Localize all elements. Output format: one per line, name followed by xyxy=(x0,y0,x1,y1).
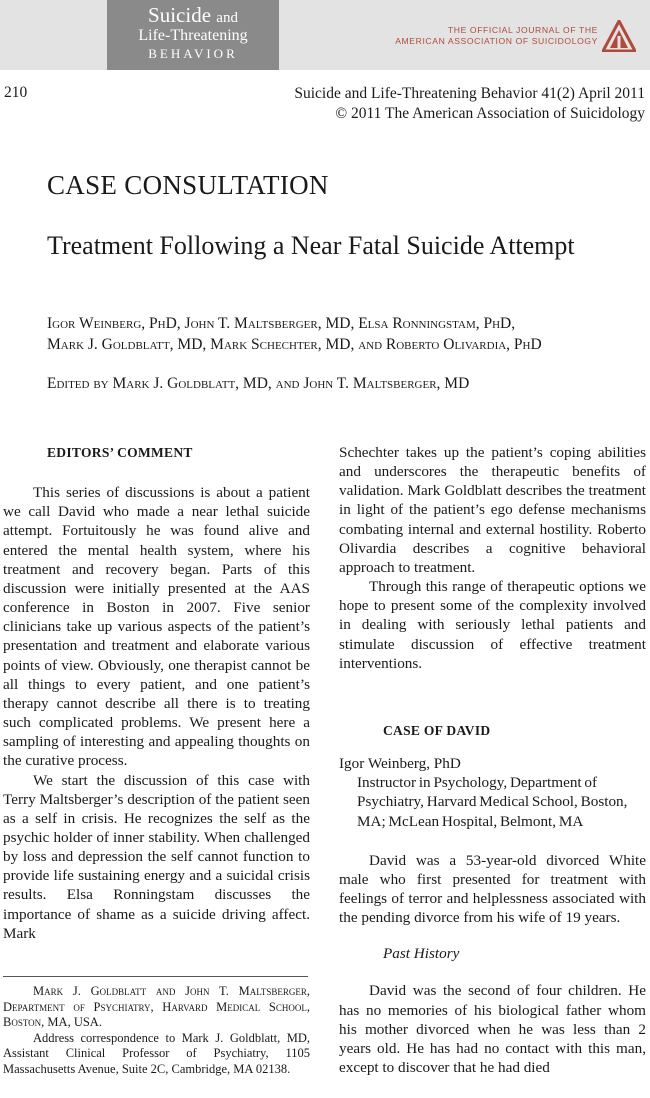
journal-citation xyxy=(294,84,645,124)
author-line-2: Mark J. Goldblatt, MD, Mark Schechter, MD, and Roberto Olivardia, PhD xyxy=(47,336,542,353)
tagline-line-1: THE OFFICIAL JOURNAL OF THE xyxy=(447,25,598,35)
case-paragraph-2: David was the second of four children. He has no memories of his biological father whom his mother divorced when he was less than 2 years old. He has had no contact with this man, except to discover that he had died xyxy=(339,982,646,1077)
logo-line-2: Life-Threatening xyxy=(138,27,248,44)
citation-line-1: Suicide and Life-Threatening Behavior 41(2) April 2011 xyxy=(294,85,645,102)
citation-line-2: © 2011 The American Association of Suicidology xyxy=(335,105,645,122)
left-column xyxy=(3,443,310,943)
past-history-subheading: Past History xyxy=(383,945,460,963)
case-author-affiliation: Instructor in Psychology, Department of Psychiatry, Harvard Medical School, Boston, MA; McLean Hospital, Belmont, MA xyxy=(357,774,628,830)
aas-emblem-icon xyxy=(602,20,636,52)
editors-comment-heading: EDITORS’ COMMENT xyxy=(47,445,193,460)
article-title: Treatment Following a Near Fatal Suicide Attempt xyxy=(47,231,575,260)
section-title: CASE CONSULTATION xyxy=(47,170,329,200)
footnote xyxy=(3,984,310,1078)
case-author-name: Igor Weinberg, PhD xyxy=(339,755,461,773)
case-paragraph-1: David was a 53-year-old divorced White male who first presented for treatment with feelings of terror and helplessness associated with the pending divorce from his wife of 19 years. xyxy=(339,851,646,927)
footnote-divider xyxy=(3,976,308,977)
case-heading: CASE OF DAVID xyxy=(383,722,491,738)
logo-line-1-and: and xyxy=(216,10,238,26)
editors-comment-paragraph-2: We start the discussion of this case with Terry Maltsberger’s description of the patient seen as a self in crisis. He recognizes the self as the psychic holder of inner stability. When challenged by loss and depression the self cannot function to provide life sustaining energy and a suicidal crisis results. Elsa Ronningstam discusses the importance of shame as a suicide driving affect. Mark xyxy=(3,771,310,942)
page-number: 210 xyxy=(4,84,28,101)
tagline-line-2: AMERICAN ASSOCIATION OF SUICIDOLOGY xyxy=(395,36,598,46)
footnote-correspondence: Address correspondence to Mark J. Goldblatt, MD, Assistant Clinical Professor of Psychiatry, 1105 Massachusetts Avenue, Suite 2C, Cambridge, MA 02138. xyxy=(3,1030,310,1076)
editors-comment-paragraph-1: This series of discussions is about a patient we call David who made a near lethal suicide attempt. Fortuitously he was found alive and entered the mental health system, where his treatment and recovery began. Parts of this discussion were initially presented at the AAS conference in Boston in 2007. Five senior clinicians take up various aspects of the patient’s presentation and treatment and elaborate various points of view. Obviously, one therapist cannot be all things to every patient, and one patient’s therapy cannot describe all there is to treating such complicated problems. We present here a sampling of interesting and appealing thoughts on the curative process. xyxy=(3,484,310,770)
right-column xyxy=(339,443,646,1077)
editors-comment-paragraph-3: Schechter takes up the patient’s coping abilities and underscores the therapeutic benefits of validation. Mark Goldblatt describes the treatment in light of the patient’s ego defense mechanisms combating internal and external hostility. Roberto Olivardia describes a cognitive behavioral approach to treatment. xyxy=(339,444,646,576)
logo-line-1: Suicide xyxy=(148,3,212,27)
journal-logo xyxy=(107,0,279,70)
editors-comment-paragraph-4: Through this range of therapeutic options we hope to present some of the complexity involved in dealing with seriously lethal patients and stimulate discussion of effective treatment interventions. xyxy=(339,578,646,672)
logo-line-3: BEHAVIOR xyxy=(148,46,238,61)
author-line-1: Igor Weinberg, PhD, John T. Maltsberger, MD, Elsa Ronningstam, PhD, xyxy=(47,315,516,332)
footnote-affiliation: Mark J. Goldblatt and John T. Maltsberger, Department of Psychiatry, Harvard Medical School, Boston, MA, USA. xyxy=(3,984,310,1030)
journal-tagline xyxy=(368,25,598,47)
author-list xyxy=(47,313,627,355)
edited-by: Edited by Mark J. Goldblatt, MD, and John T. Maltsberger, MD xyxy=(47,375,470,392)
